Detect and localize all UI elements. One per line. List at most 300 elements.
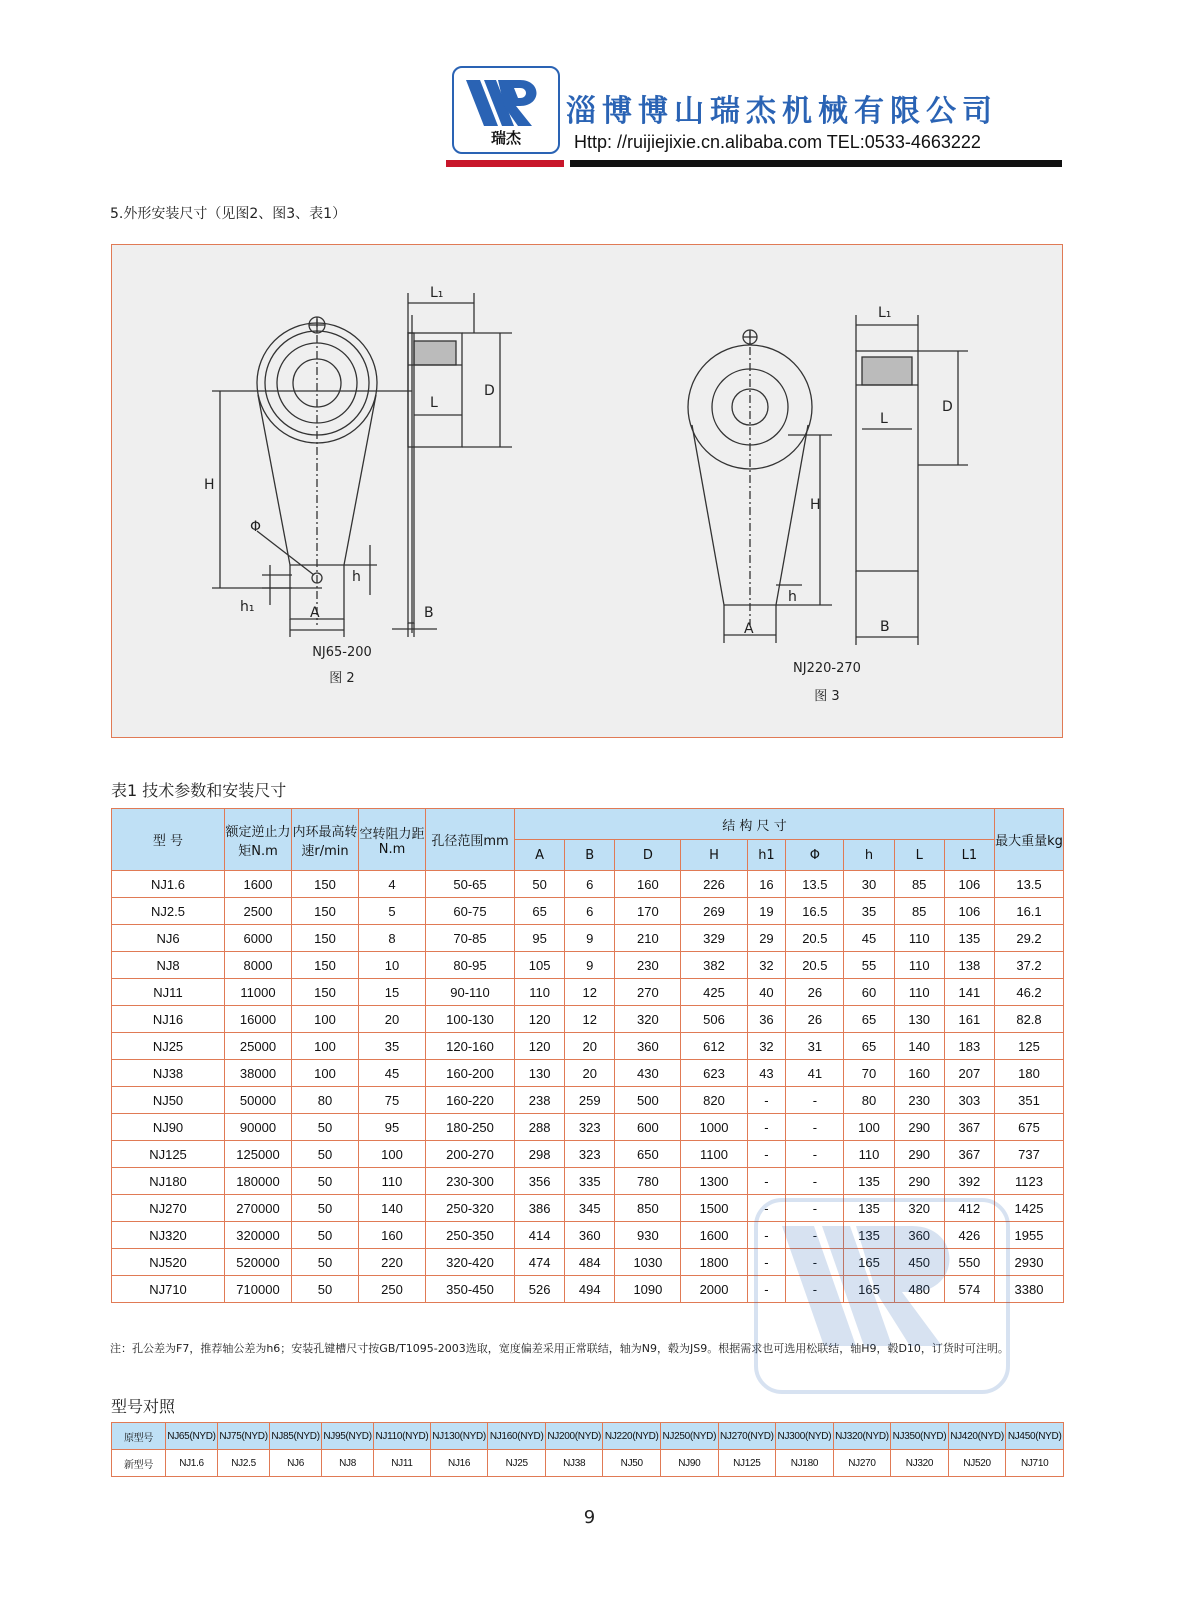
table-cell: 269 — [681, 898, 747, 925]
table-cell: 80 — [292, 1087, 359, 1114]
table-row — [112, 1195, 1064, 1222]
table-cell: 259 — [565, 1087, 615, 1114]
fig2-model: NJ65-200 — [312, 645, 372, 660]
table-cell: 50 — [292, 1195, 359, 1222]
table-cell: 1100 — [681, 1141, 747, 1168]
table-cell: 100 — [292, 1033, 359, 1060]
table-cell: 298 — [515, 1141, 565, 1168]
fig3-label-A: A — [744, 621, 754, 637]
table-cell: 2500 — [225, 898, 292, 925]
old-model-label: 原型号 — [112, 1423, 166, 1450]
table-cell: - — [786, 1114, 844, 1141]
compare-title: 型号对照 — [111, 1397, 176, 1416]
table-cell: 65 — [844, 1006, 894, 1033]
table-row — [112, 952, 1064, 979]
table-cell: 150 — [292, 898, 359, 925]
fig2-label-A: A — [310, 605, 320, 621]
table-cell: 1030 — [615, 1249, 681, 1276]
table-cell: - — [786, 1249, 844, 1276]
table-cell: 85 — [894, 871, 944, 898]
old-model-cell: NJ95(NYD) — [322, 1423, 374, 1450]
table-cell: 95 — [359, 1114, 426, 1141]
table-cell: 26 — [786, 979, 844, 1006]
table-row — [112, 898, 1064, 925]
table-cell: 12 — [565, 979, 615, 1006]
col-structure: 结 构 尺 寸 — [515, 809, 995, 840]
table-cell: 130 — [894, 1006, 944, 1033]
header-divider-black — [570, 160, 1062, 167]
table-cell: 350-450 — [426, 1276, 515, 1303]
table-cell: 180-250 — [426, 1114, 515, 1141]
table-cell: 50 — [292, 1249, 359, 1276]
table-cell: 200-270 — [426, 1141, 515, 1168]
new-model-cell: NJ2.5 — [218, 1450, 270, 1477]
table-cell: NJ50 — [112, 1087, 225, 1114]
old-model-cell: NJ420(NYD) — [948, 1423, 1006, 1450]
table-cell: 412 — [944, 1195, 994, 1222]
sub-header-h: h — [844, 840, 894, 871]
table-cell: NJ2.5 — [112, 898, 225, 925]
table-cell: - — [747, 1087, 786, 1114]
table-cell: 230-300 — [426, 1168, 515, 1195]
table-cell: 1123 — [995, 1168, 1064, 1195]
table-cell: 125000 — [225, 1141, 292, 1168]
table-row — [112, 1141, 1064, 1168]
table-cell: 90-110 — [426, 979, 515, 1006]
table-cell: 820 — [681, 1087, 747, 1114]
col-resist: 空转阻力距N.m — [359, 809, 426, 871]
table-cell: 100 — [292, 1006, 359, 1033]
table-row — [112, 925, 1064, 952]
table-cell: 150 — [292, 979, 359, 1006]
table-cell: 250-350 — [426, 1222, 515, 1249]
table-cell: - — [747, 1222, 786, 1249]
old-model-cell: NJ130(NYD) — [430, 1423, 488, 1450]
logo-mark-icon — [458, 72, 554, 134]
table-cell: 25000 — [225, 1033, 292, 1060]
table-cell: 165 — [844, 1276, 894, 1303]
new-model-cell: NJ50 — [603, 1450, 661, 1477]
table-cell: 335 — [565, 1168, 615, 1195]
fig2-label-L: L — [430, 395, 438, 411]
table-cell: 1800 — [681, 1249, 747, 1276]
table-cell: 386 — [515, 1195, 565, 1222]
table-cell: - — [747, 1249, 786, 1276]
table-cell: 50-65 — [426, 871, 515, 898]
table-cell: 16.1 — [995, 898, 1064, 925]
table-cell: NJ125 — [112, 1141, 225, 1168]
new-model-cell: NJ11 — [374, 1450, 431, 1477]
new-model-row — [112, 1450, 1064, 1477]
table-cell: NJ16 — [112, 1006, 225, 1033]
table-cell: 16.5 — [786, 898, 844, 925]
table-cell: 150 — [292, 871, 359, 898]
sub-header-φ: Φ — [786, 840, 844, 871]
table-cell: - — [747, 1276, 786, 1303]
company-name: 淄博博山瑞杰机械有限公司 — [566, 94, 998, 129]
table-cell: 2930 — [995, 1249, 1064, 1276]
table-cell: NJ8 — [112, 952, 225, 979]
table-cell: 135 — [844, 1195, 894, 1222]
fig2-side-view — [392, 285, 512, 637]
table-cell: - — [747, 1168, 786, 1195]
fig3-caption: 图 3 — [814, 689, 840, 704]
table-cell: 37.2 — [995, 952, 1064, 979]
table-cell: 80-95 — [426, 952, 515, 979]
table-row — [112, 871, 1064, 898]
old-model-row — [112, 1423, 1064, 1450]
fig3-model: NJ220-270 — [793, 661, 861, 676]
table-cell: 165 — [844, 1249, 894, 1276]
table-cell: 1425 — [995, 1195, 1064, 1222]
table-cell: 20.5 — [786, 925, 844, 952]
table-cell: 125 — [995, 1033, 1064, 1060]
table-cell: 323 — [565, 1141, 615, 1168]
company-contact: Http: //ruijiejixie.cn.alibaba.com TEL:0533-4663222 — [574, 132, 981, 152]
table-cell: 392 — [944, 1168, 994, 1195]
table-cell: 20.5 — [786, 952, 844, 979]
table-cell: 19 — [747, 898, 786, 925]
table-cell: 26 — [786, 1006, 844, 1033]
installation-drawings — [112, 245, 1062, 737]
table-cell: 180 — [995, 1060, 1064, 1087]
new-model-cell: NJ16 — [430, 1450, 488, 1477]
table-cell: 141 — [944, 979, 994, 1006]
table-cell: NJ1.6 — [112, 871, 225, 898]
table-cell: 65 — [844, 1033, 894, 1060]
table-cell: 161 — [944, 1006, 994, 1033]
table-cell: 16 — [747, 871, 786, 898]
table-cell: 15 — [359, 979, 426, 1006]
table-cell: 230 — [894, 1087, 944, 1114]
new-model-cell: NJ8 — [322, 1450, 374, 1477]
old-model-cell: NJ75(NYD) — [218, 1423, 270, 1450]
table-cell: 320-420 — [426, 1249, 515, 1276]
table-cell: NJ320 — [112, 1222, 225, 1249]
table-cell: NJ25 — [112, 1033, 225, 1060]
table-cell: 351 — [995, 1087, 1064, 1114]
sub-header-d: D — [615, 840, 681, 871]
col-weight: 最大重量kg — [995, 809, 1064, 871]
table-cell: 930 — [615, 1222, 681, 1249]
table-cell: 100 — [359, 1141, 426, 1168]
table-cell: - — [786, 1168, 844, 1195]
table-cell: 320 — [894, 1195, 944, 1222]
table-cell: 82.8 — [995, 1006, 1064, 1033]
table-cell: 135 — [944, 925, 994, 952]
table-cell: 1300 — [681, 1168, 747, 1195]
col-speed: 内环最高转速r/min — [292, 809, 359, 871]
table-cell: 1500 — [681, 1195, 747, 1222]
table-cell: 426 — [944, 1222, 994, 1249]
table-cell: 290 — [894, 1168, 944, 1195]
table-cell: 710000 — [225, 1276, 292, 1303]
page-number: 9 — [583, 1507, 596, 1528]
old-model-cell: NJ300(NYD) — [776, 1423, 834, 1450]
fig3-label-B: B — [880, 619, 890, 635]
table-cell: 110 — [894, 952, 944, 979]
table-cell: 250-320 — [426, 1195, 515, 1222]
table-cell: 20 — [565, 1033, 615, 1060]
table-cell: 323 — [565, 1114, 615, 1141]
table-cell: 1955 — [995, 1222, 1064, 1249]
old-model-cell: NJ110(NYD) — [374, 1423, 431, 1450]
table-cell: 13.5 — [786, 871, 844, 898]
table-cell: 320000 — [225, 1222, 292, 1249]
table-cell: 6 — [565, 898, 615, 925]
table-cell: 120 — [515, 1006, 565, 1033]
table-cell: 367 — [944, 1114, 994, 1141]
table-note: 注：孔公差为F7，推荐轴公差为h6；安装孔键槽尺寸按GB/T1095-2003选取，宽度偏差采用正常联结，轴为N9，毂为JS9。根据需求也可选用松联结，轴H9，毂D10，订货时可注明。 — [110, 1342, 1009, 1355]
table-cell: 8000 — [225, 952, 292, 979]
table-cell: 45 — [359, 1060, 426, 1087]
sub-header-b: B — [565, 840, 615, 871]
table-cell: 303 — [944, 1087, 994, 1114]
fig3-label-L: L — [880, 411, 888, 427]
new-model-cell: NJ6 — [270, 1450, 322, 1477]
table-cell: 20 — [565, 1060, 615, 1087]
table-cell: 8 — [359, 925, 426, 952]
table-row — [112, 1168, 1064, 1195]
old-model-cell: NJ450(NYD) — [1006, 1423, 1064, 1450]
table-cell: 100-130 — [426, 1006, 515, 1033]
table-cell: 20 — [359, 1006, 426, 1033]
table-cell: 290 — [894, 1141, 944, 1168]
table-cell: 520000 — [225, 1249, 292, 1276]
table-cell: 270 — [615, 979, 681, 1006]
fig3-side-view — [856, 305, 968, 645]
fig2-front-view — [204, 317, 412, 637]
fig2-label-H: H — [204, 477, 215, 493]
old-model-cell: NJ200(NYD) — [545, 1423, 603, 1450]
table-cell: 32 — [747, 952, 786, 979]
fig3-label-H: H — [810, 497, 821, 513]
fig3-label-h: h — [788, 589, 797, 605]
table-cell: 140 — [894, 1033, 944, 1060]
table-cell: 320 — [615, 1006, 681, 1033]
table-cell: - — [786, 1222, 844, 1249]
table-cell: 506 — [681, 1006, 747, 1033]
table-row — [112, 1114, 1064, 1141]
table-cell: 110 — [844, 1141, 894, 1168]
table1-title: 表1 技术参数和安装尺寸 — [111, 781, 287, 800]
table-cell: NJ11 — [112, 979, 225, 1006]
new-model-cell: NJ180 — [776, 1450, 834, 1477]
table-cell: - — [786, 1087, 844, 1114]
fig2-caption: 图 2 — [329, 671, 355, 686]
table-cell: - — [747, 1141, 786, 1168]
table-cell: NJ90 — [112, 1114, 225, 1141]
old-model-cell: NJ250(NYD) — [661, 1423, 719, 1450]
table-cell: 110 — [515, 979, 565, 1006]
new-model-cell: NJ125 — [718, 1450, 776, 1477]
table-cell: 6 — [565, 871, 615, 898]
table-cell: 9 — [565, 952, 615, 979]
table-cell: 1600 — [681, 1222, 747, 1249]
table-row — [112, 1060, 1064, 1087]
table-cell: 494 — [565, 1276, 615, 1303]
table-cell: 110 — [359, 1168, 426, 1195]
table-cell: 120-160 — [426, 1033, 515, 1060]
table-cell: 360 — [565, 1222, 615, 1249]
table-cell: 180000 — [225, 1168, 292, 1195]
col-model: 型 号 — [112, 809, 225, 871]
table-cell: 425 — [681, 979, 747, 1006]
table-cell: NJ38 — [112, 1060, 225, 1087]
col-bore: 孔径范围mm — [426, 809, 515, 871]
table-cell: 737 — [995, 1141, 1064, 1168]
table-cell: 35 — [844, 898, 894, 925]
table-cell: 30 — [844, 871, 894, 898]
table-cell: 474 — [515, 1249, 565, 1276]
table-cell: 160-220 — [426, 1087, 515, 1114]
table-cell: 60 — [844, 979, 894, 1006]
table-cell: 50 — [515, 871, 565, 898]
old-model-cell: NJ320(NYD) — [833, 1423, 891, 1450]
table-cell: 170 — [615, 898, 681, 925]
table-cell: 367 — [944, 1141, 994, 1168]
table-cell: 65 — [515, 898, 565, 925]
table-cell: 80 — [844, 1087, 894, 1114]
table-cell: 85 — [894, 898, 944, 925]
old-model-cell: NJ220(NYD) — [603, 1423, 661, 1450]
old-model-cell: NJ85(NYD) — [270, 1423, 322, 1450]
table-cell: 110 — [894, 979, 944, 1006]
table-cell: 220 — [359, 1249, 426, 1276]
table-cell: NJ520 — [112, 1249, 225, 1276]
table-cell: 32 — [747, 1033, 786, 1060]
table-cell: 138 — [944, 952, 994, 979]
table-cell: 135 — [844, 1222, 894, 1249]
table-row — [112, 1249, 1064, 1276]
table-cell: 95 — [515, 925, 565, 952]
table-row — [112, 1222, 1064, 1249]
new-model-cell: NJ1.6 — [166, 1450, 218, 1477]
table-cell: 850 — [615, 1195, 681, 1222]
table-cell: - — [786, 1195, 844, 1222]
sub-header-h1: h1 — [747, 840, 786, 871]
table-row — [112, 1087, 1064, 1114]
table-cell: 612 — [681, 1033, 747, 1060]
sub-header-l: L — [894, 840, 944, 871]
table-cell: 70-85 — [426, 925, 515, 952]
drawing-panel — [111, 244, 1063, 738]
table-cell: NJ180 — [112, 1168, 225, 1195]
table-cell: 360 — [615, 1033, 681, 1060]
new-model-label: 新型号 — [112, 1450, 166, 1477]
table-cell: 46.2 — [995, 979, 1064, 1006]
table-cell: 600 — [615, 1114, 681, 1141]
table-cell: 210 — [615, 925, 681, 952]
table-cell: 41 — [786, 1060, 844, 1087]
table-cell: 250 — [359, 1276, 426, 1303]
table-cell: 183 — [944, 1033, 994, 1060]
table-cell: 60-75 — [426, 898, 515, 925]
table-cell: 43 — [747, 1060, 786, 1087]
table-cell: 70 — [844, 1060, 894, 1087]
table-cell: 238 — [515, 1087, 565, 1114]
table-cell: 675 — [995, 1114, 1064, 1141]
new-model-cell: NJ270 — [833, 1450, 891, 1477]
table-cell: 45 — [844, 925, 894, 952]
table-cell: 160 — [359, 1222, 426, 1249]
table-cell: 160-200 — [426, 1060, 515, 1087]
table-cell: 31 — [786, 1033, 844, 1060]
table-cell: 160 — [894, 1060, 944, 1087]
table-cell: 50 — [292, 1222, 359, 1249]
table-cell: 414 — [515, 1222, 565, 1249]
company-logo — [452, 66, 560, 154]
logo-text: 瑞杰 — [490, 129, 521, 147]
table-cell: 12 — [565, 1006, 615, 1033]
table-cell: 430 — [615, 1060, 681, 1087]
table-cell: 382 — [681, 952, 747, 979]
fig2-label-L1: L₁ — [430, 285, 444, 301]
table-cell: 550 — [944, 1249, 994, 1276]
table-cell: 329 — [681, 925, 747, 952]
table-cell: 38000 — [225, 1060, 292, 1087]
new-model-cell: NJ320 — [891, 1450, 949, 1477]
table-cell: 50000 — [225, 1087, 292, 1114]
old-model-cell: NJ65(NYD) — [166, 1423, 218, 1450]
table-cell: 360 — [894, 1222, 944, 1249]
table-cell: 150 — [292, 952, 359, 979]
table-cell: 1090 — [615, 1276, 681, 1303]
table-cell: 120 — [515, 1033, 565, 1060]
fig2-label-h1: h₁ — [240, 599, 255, 615]
table-cell: NJ270 — [112, 1195, 225, 1222]
new-model-cell: NJ38 — [545, 1450, 603, 1477]
table-cell: 160 — [615, 871, 681, 898]
table-cell: 1000 — [681, 1114, 747, 1141]
table-cell: 480 — [894, 1276, 944, 1303]
table-cell: 623 — [681, 1060, 747, 1087]
table-cell: 50 — [292, 1114, 359, 1141]
new-model-cell: NJ25 — [488, 1450, 546, 1477]
header-divider-red — [446, 160, 564, 167]
new-model-cell: NJ90 — [661, 1450, 719, 1477]
new-model-cell: NJ710 — [1006, 1450, 1064, 1477]
table-cell: 100 — [292, 1060, 359, 1087]
table-row — [112, 979, 1064, 1006]
new-model-cell: NJ520 — [948, 1450, 1006, 1477]
table-cell: 40 — [747, 979, 786, 1006]
table-cell: 55 — [844, 952, 894, 979]
table-cell: 75 — [359, 1087, 426, 1114]
table-cell: 6000 — [225, 925, 292, 952]
table-row — [112, 1276, 1064, 1303]
table-cell: NJ6 — [112, 925, 225, 952]
table-cell: 10 — [359, 952, 426, 979]
table-cell: 110 — [894, 925, 944, 952]
col-torque: 额定逆止力矩N.m — [225, 809, 292, 871]
table-cell: 226 — [681, 871, 747, 898]
table-cell: 135 — [844, 1168, 894, 1195]
old-model-cell: NJ160(NYD) — [488, 1423, 546, 1450]
fig3-label-D: D — [942, 399, 953, 415]
table-cell: - — [747, 1114, 786, 1141]
table-cell: 288 — [515, 1114, 565, 1141]
table-cell: 4 — [359, 871, 426, 898]
table-cell: 345 — [565, 1195, 615, 1222]
old-model-cell: NJ270(NYD) — [718, 1423, 776, 1450]
table-cell: 29 — [747, 925, 786, 952]
table-cell: 526 — [515, 1276, 565, 1303]
table-cell: 150 — [292, 925, 359, 952]
fig3-label-L1: L₁ — [878, 305, 892, 321]
table-cell: 11000 — [225, 979, 292, 1006]
old-model-cell: NJ350(NYD) — [891, 1423, 949, 1450]
